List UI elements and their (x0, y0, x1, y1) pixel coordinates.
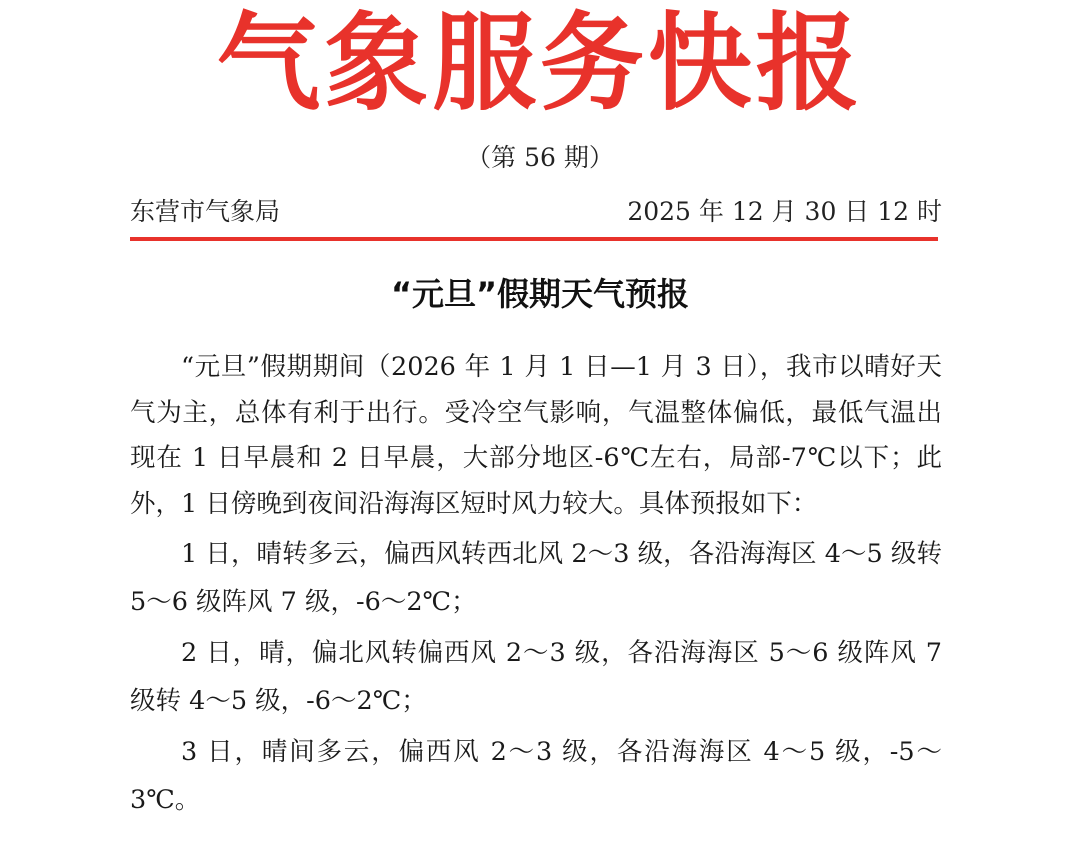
issuing-agency: 东营市气象局 (130, 197, 281, 226)
intro-paragraph: “元旦”假期期间（2026 年 1 月 1 日—1 月 3 日），我市以晴好天气为主，总体有利于出行。受冷空气影响，气温整体偏低，最低气温出现在 1 日早晨和 2 日早晨，大部分地区-6℃左右，局部-7℃以下；此外，1 日傍晚到夜间沿海海区短时风力较大。具体预报如下： (130, 352, 942, 519)
day-forecast-3: 3 日，晴间多云，偏西风 2～3 级，各沿海海区 4～5 级，-5～3℃。 (130, 737, 942, 815)
issue-number: （第 56 期） (466, 143, 614, 172)
article-title: “元旦”假期天气预报 (390, 275, 690, 313)
day-forecast-2: 2 日，晴，偏北风转偏西风 2～3 级，各沿海海区 5～6 级阵风 7 级转 4～5 级，-6～2℃； (130, 638, 942, 716)
day-forecast-1: 1 日，晴转多云，偏西风转西北风 2～3 级，各沿海海区 4～5 级转 5～6 级阵风 7 级，-6～2℃； (130, 539, 942, 617)
meta-row (130, 192, 942, 232)
article-body (130, 345, 942, 824)
red-divider (130, 237, 938, 241)
issue-datetime: 2025 年 12 月 30 日 12 时 (627, 197, 942, 226)
masthead-title: 气象服务快报 (216, 2, 864, 125)
